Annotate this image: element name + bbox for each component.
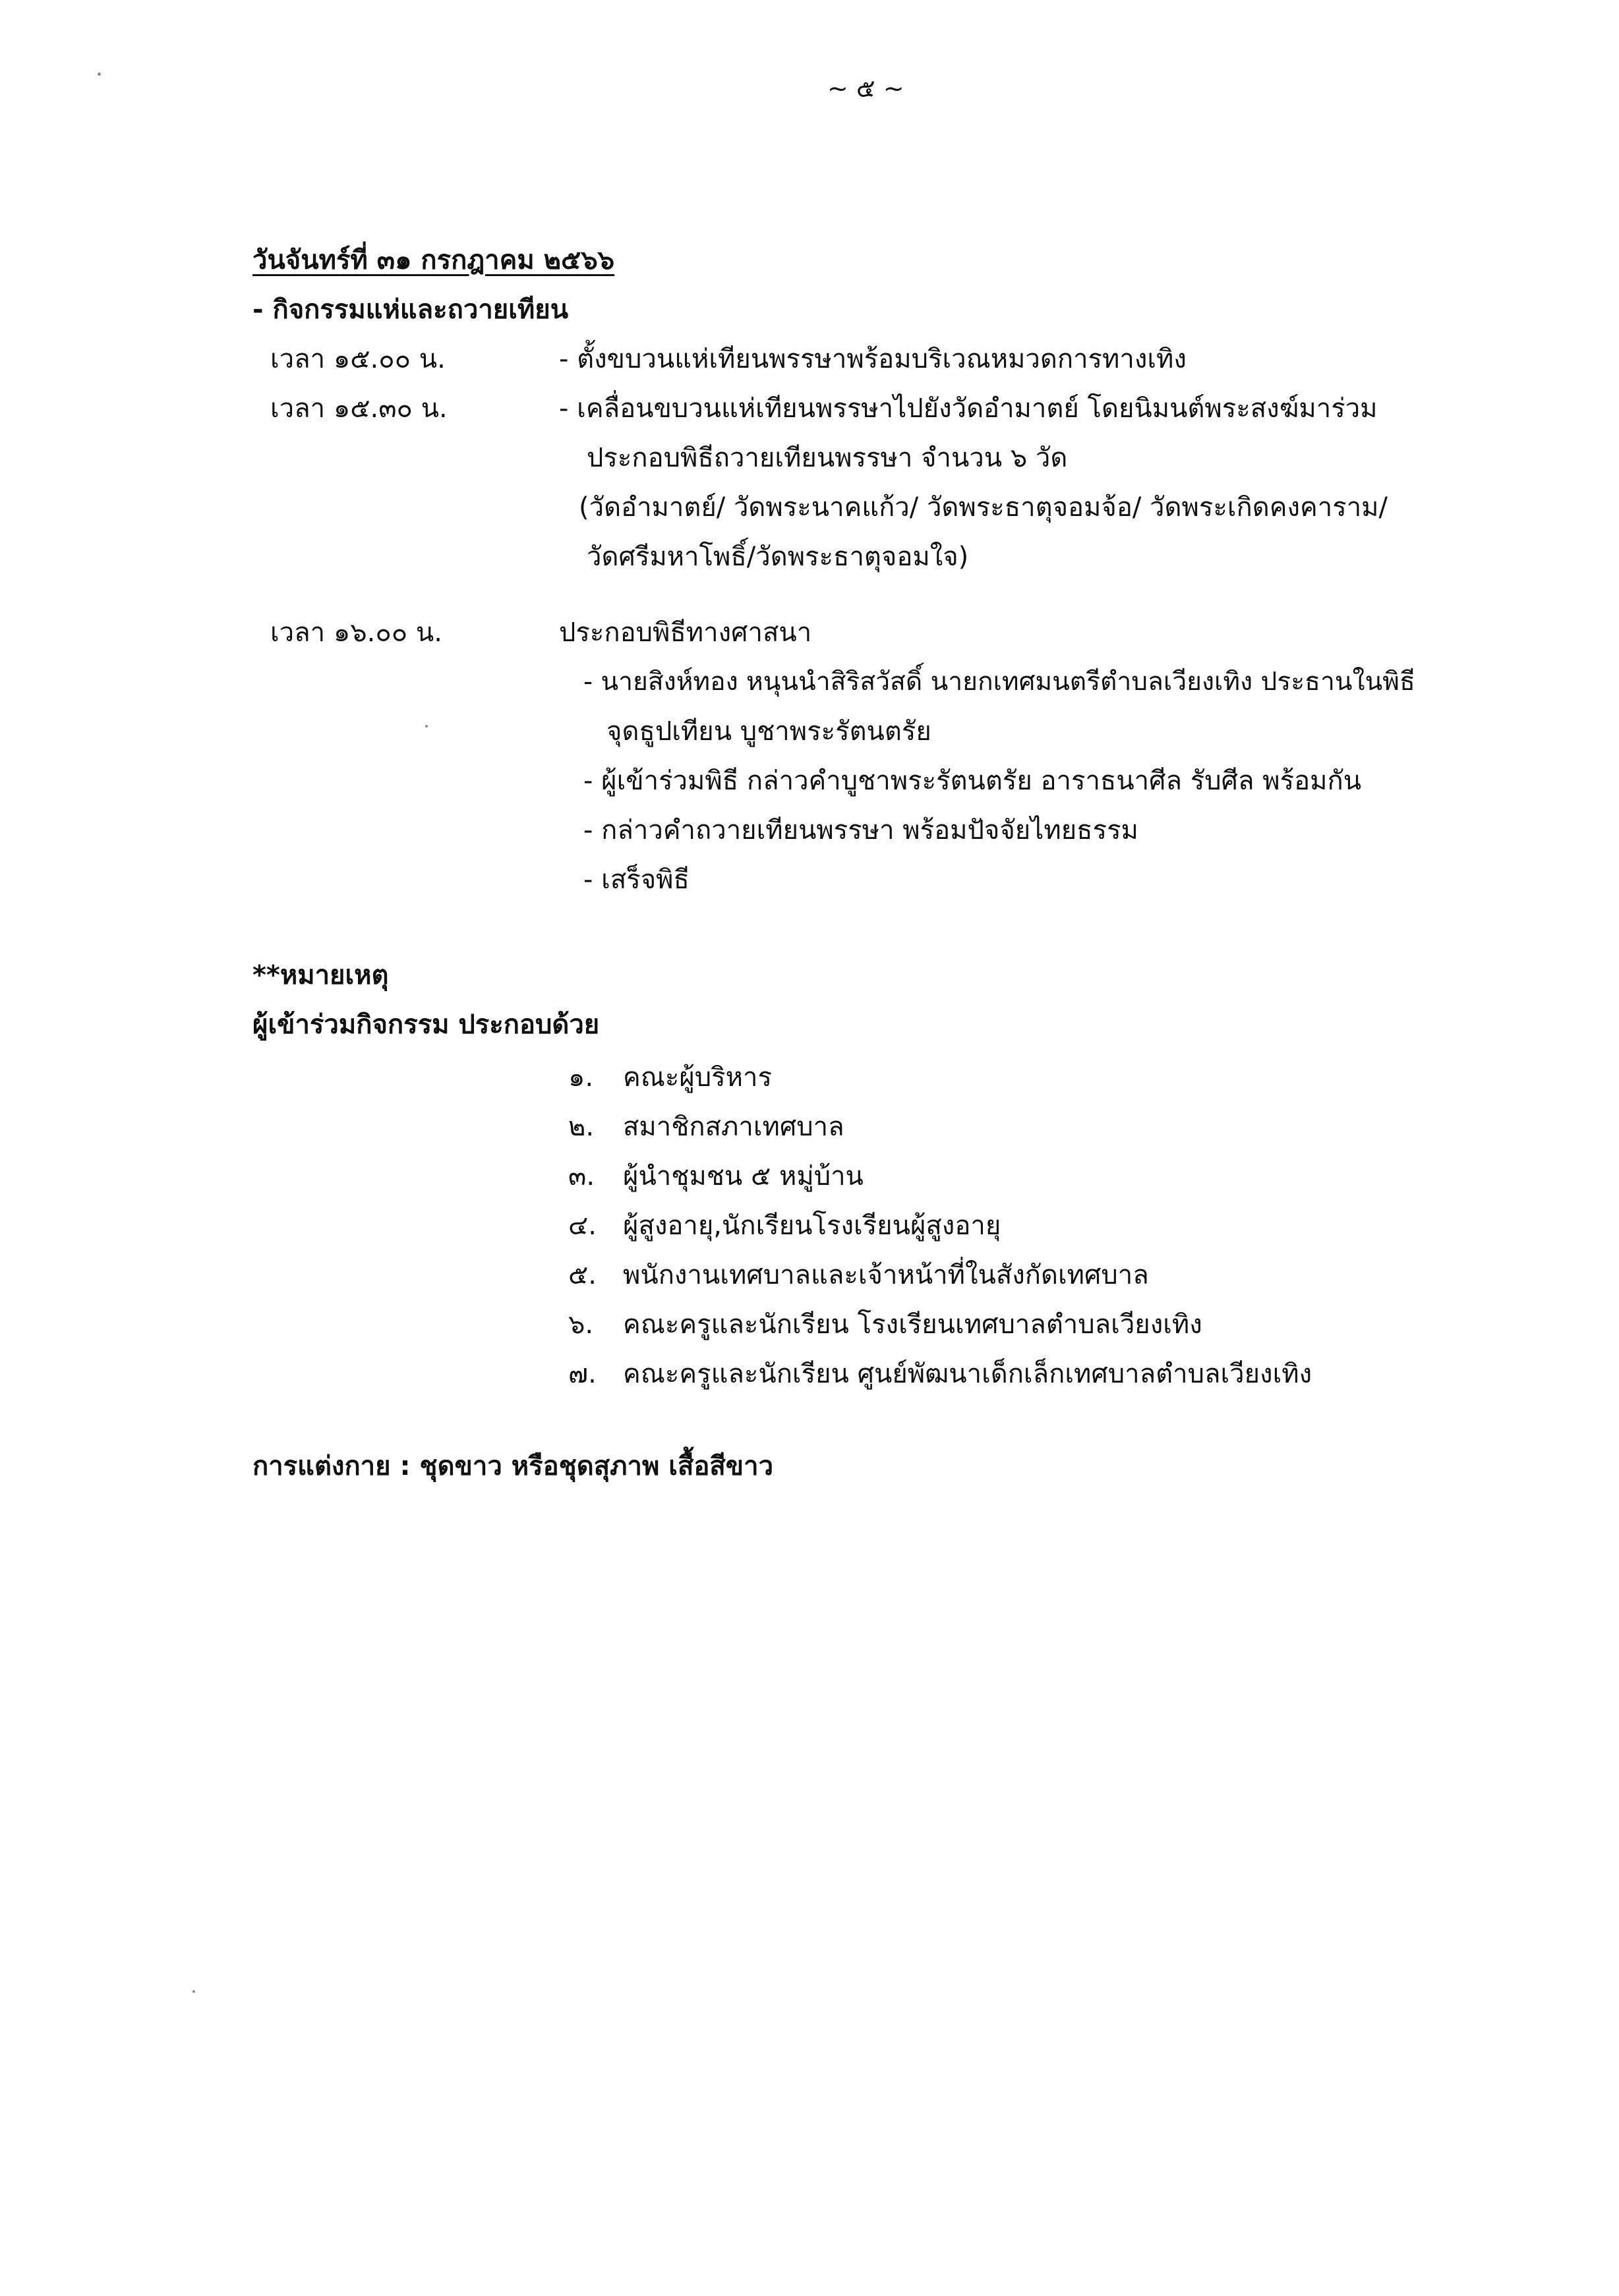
scan-speck [425, 725, 428, 728]
list-item: พนักงานเทศบาลและเจ้าหน้าที่ในสังกัดเทศบาล [623, 1260, 1149, 1290]
list-item-number: ๑. [568, 1062, 594, 1093]
list-item-number: ๒. [568, 1112, 595, 1142]
list-item: ผู้สูงอายุ,นักเรียนโรงเรียนผู้สูงอายุ [623, 1211, 1001, 1241]
list-item: คณะครูและนักเรียน ศูนย์พัฒนาเด็กเล็กเทศบาลตำบลเวียงเทิง [623, 1359, 1312, 1389]
schedule-line: (วัดอำมาตย์/ วัดพระนาคแก้ว/ วัดพระธาตุจอมจ้อ/ วัดพระเกิดคงคาราม/ [579, 492, 1388, 523]
schedule-time: เวลา ๑๕.๓๐ น. [270, 393, 448, 424]
schedule-line: วัดศรีมหาโพธิ์/วัดพระธาตุจอมใจ) [587, 542, 969, 572]
note-title: **หมายเหตุ [252, 960, 389, 990]
list-item-number: ๖. [568, 1309, 594, 1340]
list-item-number: ๗. [568, 1359, 597, 1389]
list-item-number: ๕. [568, 1260, 597, 1290]
schedule-line: จุดธูปเทียน บูชาพระรัตนตรัย [606, 716, 931, 747]
participants-title: ผู้เข้าร่วมกิจกรรม ประกอบด้วย [252, 1010, 600, 1040]
schedule-line: - ผู้เข้าร่วมพิธี กล่าวคำบูชาพระรัตนตรัย อาราธนาศีล รับศีล พร้อมกัน [583, 766, 1362, 796]
schedule-heading: ประกอบพิธีทางศาสนา [559, 617, 812, 648]
scan-speck [192, 1990, 195, 1993]
schedule-time: เวลา ๑๖.๐๐ น. [270, 617, 442, 648]
list-item-number: ๓. [568, 1161, 595, 1191]
list-item-number: ๔. [568, 1211, 597, 1241]
schedule-time: เวลา ๑๕.๐๐ น. [270, 344, 446, 374]
list-item: คณะผู้บริหาร [623, 1062, 772, 1093]
page-number: ~ ๕ ~ [827, 74, 904, 103]
schedule-line: - นายสิงห์ทอง หนุนนำสิริสวัสดิ์ นายกเทศมนตรีตำบลเวียงเทิง ประธานในพิธี [583, 667, 1415, 697]
date-heading: วันจันทร์ที่ ๓๑ กรกฎาคม ๒๕๖๖ [252, 245, 615, 275]
schedule-line: - ตั้งขบวนแห่เทียนพรรษาพร้อมบริเวณหมวดการทางเทิง [559, 344, 1187, 374]
list-item: สมาชิกสภาเทศบาล [623, 1112, 844, 1142]
dress-code: การแต่งกาย : ชุดขาว หรือชุดสุภาพ เสื้อสีขาว [252, 1451, 774, 1481]
activity-title: - กิจกรรมแห่และถวายเทียน [252, 295, 569, 325]
schedule-line: ประกอบพิธีถวายเทียนพรรษา จำนวน ๖ วัด [587, 443, 1068, 473]
schedule-line: - เสร็จพิธี [583, 865, 690, 895]
list-item: คณะครูและนักเรียน โรงเรียนเทศบาลตำบลเวียงเทิง [623, 1309, 1202, 1340]
schedule-line: - เคลื่อนขบวนแห่เทียนพรรษาไปยังวัดอำมาตย์ โดยนิมนต์พระสงฆ์มาร่วม [559, 393, 1378, 424]
list-item: ผู้นำชุมชน ๕ หมู่บ้าน [623, 1161, 864, 1191]
scan-speck [98, 72, 101, 76]
schedule-line: - กล่าวคำถวายเทียนพรรษา พร้อมปัจจัยไทยธรรม [583, 815, 1138, 846]
